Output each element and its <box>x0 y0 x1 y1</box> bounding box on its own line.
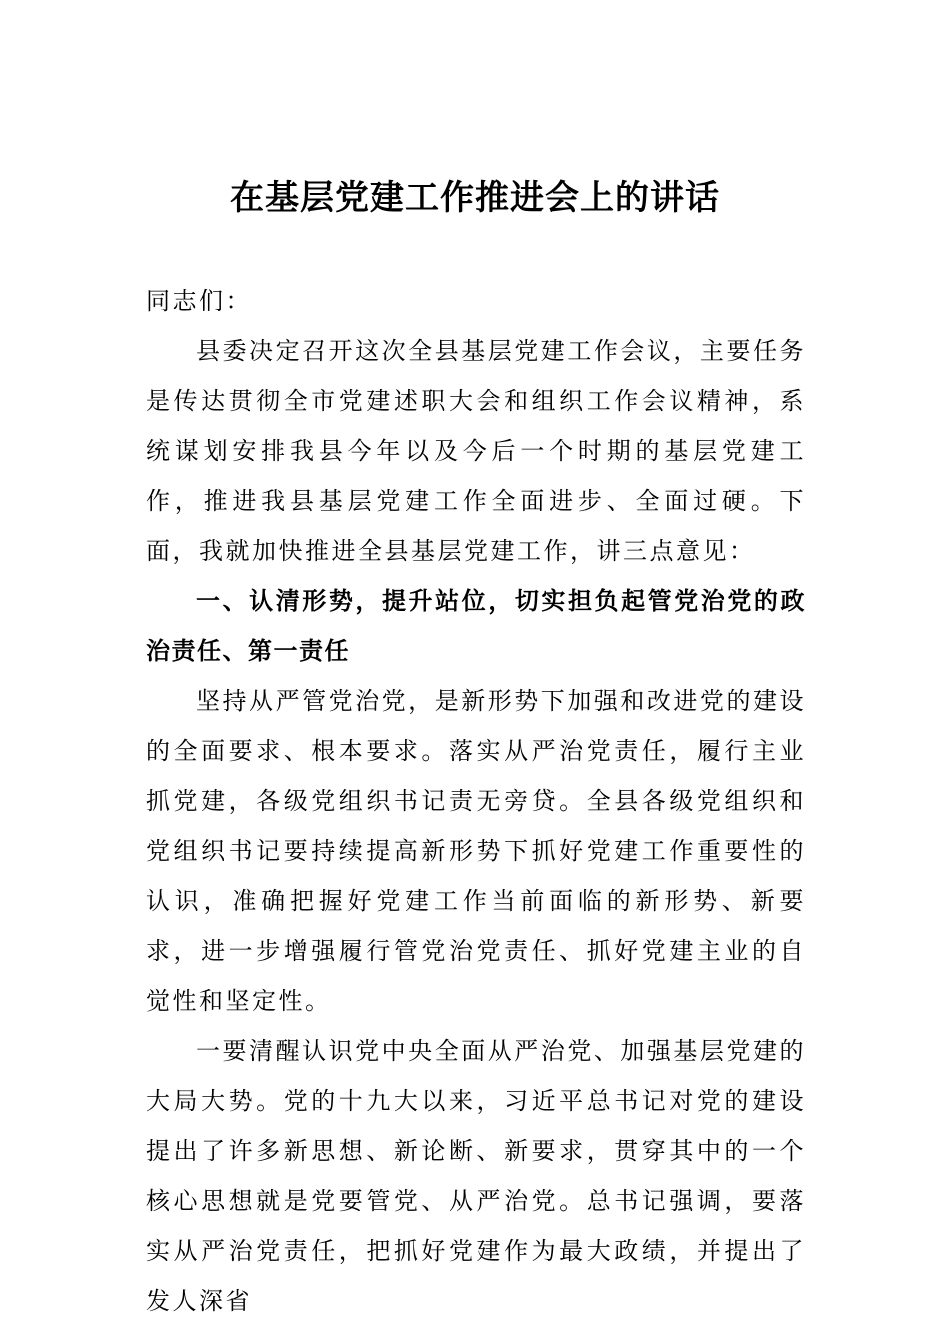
salutation: 同志们： <box>146 287 252 315</box>
section-heading-1: 一、认清形势，提升站位，切实担负起管党治党的政治责任、第一责任 <box>146 587 806 665</box>
paragraph-section1-2: 一要清醒认识党中央全面从严治党、加强基层党建的大局大势。党的十九大以来，习近平总书记对党的建设提出了许多新思想、新论断、新要求，贯穿其中的一个核心思想就是党要管党、从严治党。总书记强调，要落实从严治党责任，把抓好党建作为最大政绩，并提出了发人深省 <box>146 1037 806 1315</box>
paragraph-section1-1: 坚持从严管党治党，是新形势下加强和改进党的建设的全面要求、根本要求。落实从严治党责任，履行主业抓党建，各级党组织书记责无旁贷。全县各级党组织和党组织书记要持续提高新形势下抓好党建工作重要性的认识，准确把握好党建工作当前面临的新形势、新要求，进一步增强履行管党治党责任、抓好党建主业的自觉性和坚定性。 <box>146 687 806 1015</box>
paragraph-intro: 县委决定召开这次全县基层党建工作会议，主要任务是传达贯彻全市党建述职大会和组织工作会议精神，系统谋划安排我县今年以及今后一个时期的基层党建工作，推进我县基层党建工作全面进步、全面过硬。下面，我就加快推进全县基层党建工作，讲三点意见： <box>146 337 806 565</box>
document-body <box>146 276 806 1326</box>
document-title: 在基层党建工作推进会上的讲话 <box>230 178 720 218</box>
